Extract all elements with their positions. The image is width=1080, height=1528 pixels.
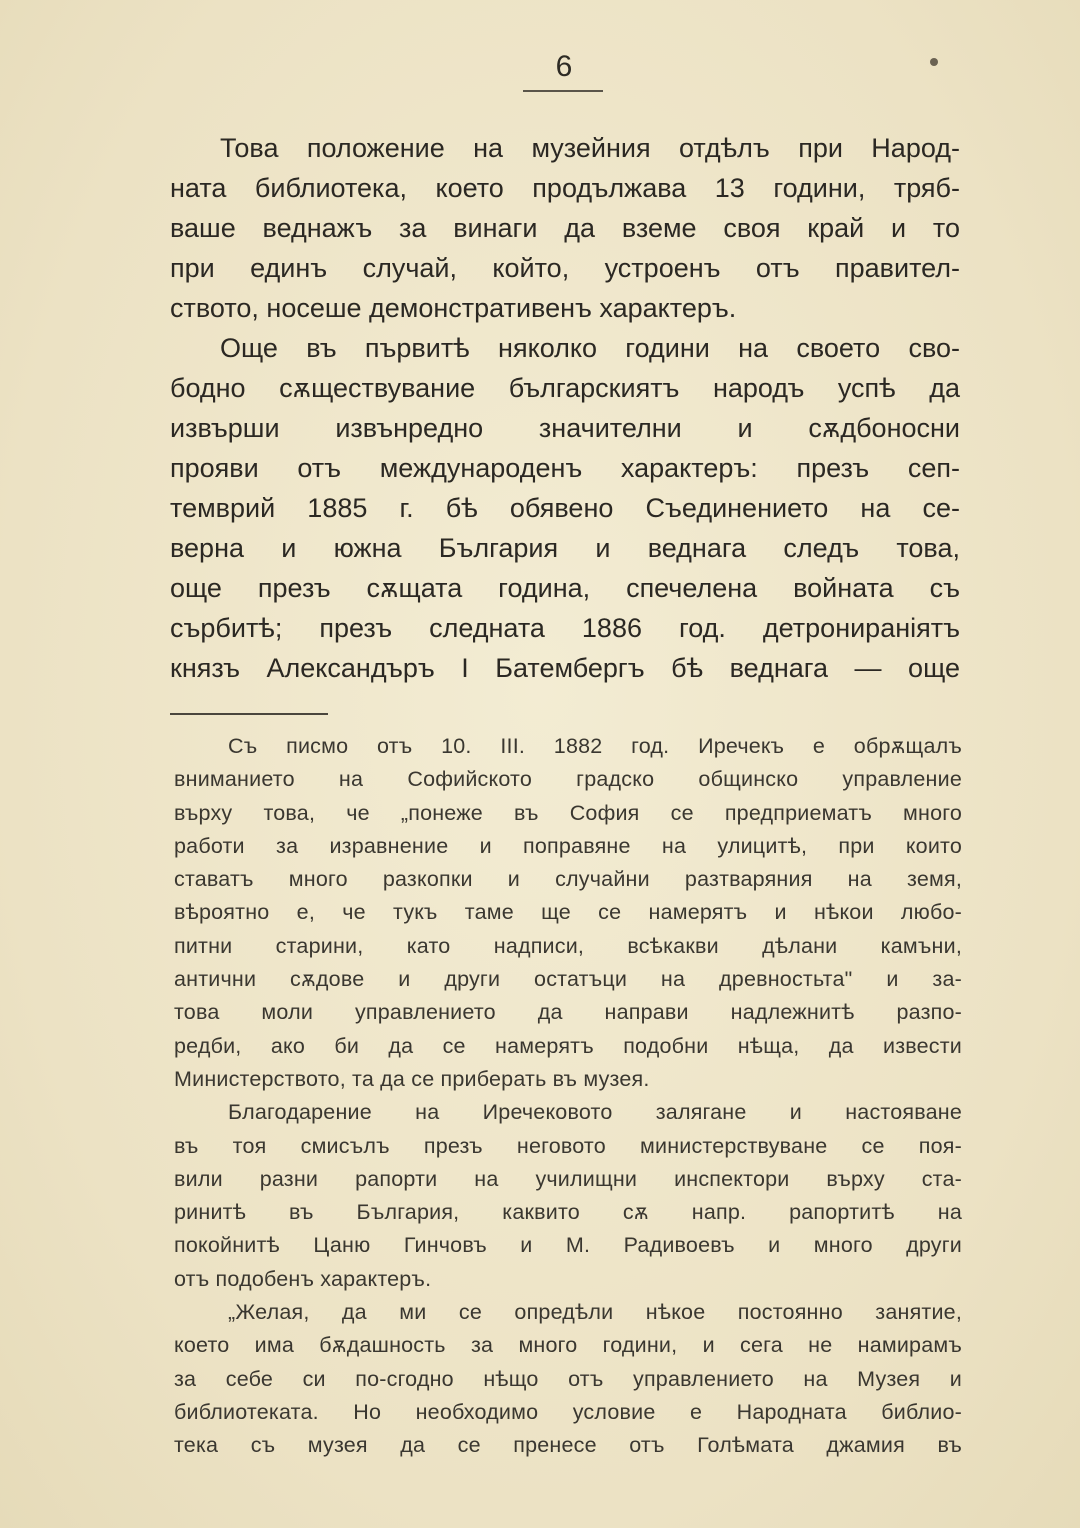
footnote-line: Министерството, та да се приберать въ музея. (174, 1066, 650, 1091)
footnote-line: антични сѫдове и други остатъци на древностьта" и за- (174, 967, 962, 992)
main-line: още презъ сѫщата година, спечелена войната съ (170, 573, 960, 603)
footnote-line: библиотеката. Но необходимо условие е Народната библио- (174, 1399, 962, 1424)
footnote-line: Благодарение на Иречековото залягане и настояване (228, 1100, 962, 1125)
main-line: Още въ първитѣ няколко години на своето сво- (220, 333, 960, 363)
footnote-line: върху това, че „понеже въ София се предприематъ много (174, 800, 962, 825)
footnote-body (174, 730, 962, 1463)
footnote-line: тека съ музея да се пренесе отъ Голѣмата джамия въ (174, 1433, 962, 1458)
paper-speck (930, 58, 938, 66)
footnote-line: ринитѣ въ България, каквито сѫ напр. рапортитѣ на (174, 1200, 962, 1225)
footnote-line: вниманието на Софийското градско общинско управление (174, 767, 962, 792)
main-line: ството, носеше демонстративенъ характеръ. (170, 293, 737, 323)
main-line: Това положение на музейния отдѣлъ при Народ- (220, 133, 960, 163)
main-line: князъ Александъръ I Батембергъ бѣ веднага — още (170, 653, 960, 683)
main-line: ваше веднажъ за винаги да вземе своя край и то (170, 213, 960, 243)
footnote-separator (170, 713, 328, 715)
page-number: 6 (555, 50, 573, 83)
footnote-line: покойнитѣ Цаню Гинчовъ и М. Радивоевъ и много други (174, 1233, 962, 1258)
footnote-line: редби, ако би да се намерятъ подобни нѣща, да извести (174, 1033, 962, 1058)
footnote-line: което има бѫдашность за много години, и сега не намирамъ (174, 1333, 962, 1358)
footnote-line: това моли управлението да направи надлежнитѣ разпо- (174, 1000, 962, 1025)
footnote-line: вили разни рапорти на училищни инспектори върху ста- (174, 1166, 962, 1191)
footnote-line: за себе си по-сгодно нѣщо отъ управлението на Музея и (174, 1366, 962, 1391)
main-text-body (170, 128, 960, 688)
main-line: при единъ случай, който, устроенъ отъ правител- (170, 253, 960, 283)
main-line: бодно сѫществувание българскиятъ народъ успѣ да (170, 373, 960, 403)
footnote-line: ставатъ много разкопки и случайни разтваряния на земя, (174, 867, 962, 892)
page-number-underline (523, 90, 603, 92)
footnote-line: отъ подобенъ характеръ. (174, 1266, 432, 1291)
footnote-line: „Желая, да ми се опредѣли нѣкое постоянно занятие, (228, 1300, 962, 1325)
main-line: сърбитѣ; презъ следната 1886 год. детрониранiятъ (170, 613, 960, 643)
footnote-line: Съ писмо отъ 10. III. 1882 год. Иречекъ е обрѫщалъ (228, 734, 962, 758)
main-line: прояви отъ международенъ характеръ: презъ сеп- (170, 453, 960, 483)
footnote-line: вѣроятно е, че тукъ таме ще се намерятъ и нѣкои любо- (174, 900, 962, 925)
main-line: ната библиотека, което продължава 13 години, тряб- (170, 173, 960, 203)
footnote-line: питни старини, като надписи, всѣкакви дѣлани камъни, (174, 933, 962, 958)
footnote-line: работи за изравнение и поправяне на улицитѣ, при които (174, 833, 962, 858)
main-line: извърши извънредно значителни и сѫдбоносни (170, 413, 960, 443)
main-line: верна и южна България и веднага следъ това, (170, 533, 960, 563)
main-line: темврий 1885 г. бѣ обявено Съединението на се- (170, 493, 960, 523)
footnote-line: въ тоя смисълъ презъ неговото министерствуване се поя- (174, 1133, 962, 1158)
